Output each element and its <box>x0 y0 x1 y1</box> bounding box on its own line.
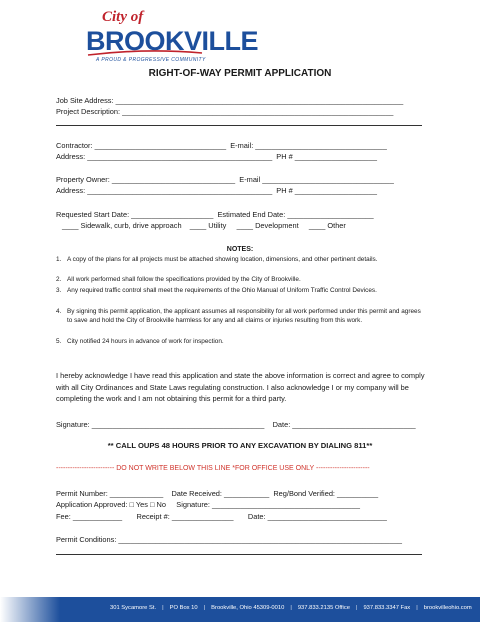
footer-fax: 937.833.3347 Fax <box>363 605 411 611</box>
footer-separator: | <box>355 605 358 611</box>
contractor-field[interactable]: Contractor: ________________________________ E-mail: ________________________________ <box>56 141 387 150</box>
note-item <box>56 276 426 285</box>
permit-conditions-extra-line[interactable] <box>56 554 422 555</box>
footer-city: Brookville, Ohio 45309-0010 <box>211 605 285 611</box>
logo-tagline: A PROUD & PROGRESSIVE COMMUNITY <box>96 57 206 63</box>
city-logo <box>86 8 259 68</box>
footer-separator: | <box>203 605 206 611</box>
note-number: 1. <box>56 256 62 263</box>
project-description-field[interactable]: Project Description: __________________________________________________________________ <box>56 107 394 116</box>
footer-website[interactable]: brookvilleohio.com <box>423 605 472 611</box>
note-text: City notified 24 hours in advance of work for inspection. <box>67 338 224 345</box>
office-use-divider: ------------------------- DO NOT WRITE BELOW THIS LINE *FOR OFFICE USE ONLY ----------------------- <box>56 465 370 472</box>
note-item <box>56 338 426 347</box>
job-site-field[interactable]: Job Site Address: ______________________________________________________________________ <box>56 96 404 105</box>
footer-po-box: PO Box 10 <box>169 605 198 611</box>
project-description-extra-line[interactable] <box>56 125 422 126</box>
note-text: A copy of the plans for all projects must be attached showing location, dimensions, and other pertinent details. <box>67 256 378 263</box>
footer-separator: | <box>162 605 164 611</box>
note-number: 5. <box>56 338 62 345</box>
note-item <box>56 308 426 325</box>
footer-address: 301 Sycamore St. <box>110 605 157 611</box>
footer-contact <box>110 605 472 611</box>
note-number: 4. <box>56 308 62 315</box>
footer-bar <box>0 597 480 622</box>
acknowledgement-text: I hereby acknowledge I have read this application and state the above information is correct and agree to comply with all City Ordinances and State Laws regulating construction. I also acknowledge I or my company will be completing the work and I am not obtaining this permit for a third party. <box>56 371 425 404</box>
note-text: All work performed shall follow the specifications provided by the City of Brookville. <box>67 276 301 283</box>
work-type-options[interactable]: ____ Sidewalk, curb, drive approach ____ Utility ____ Development ____ Other <box>62 221 346 230</box>
note-text: By signing this permit application, the applicant assumes all responsibility for all work performed under this permit and agrees to save and hold the City of Brookville harmless for any and all claims or injuries resulting from this work. <box>67 308 421 324</box>
note-item <box>56 256 426 265</box>
owner-address-field[interactable]: Address: _____________________________________________ PH # ____________________ <box>56 186 377 195</box>
note-number: 2. <box>56 276 62 283</box>
permit-conditions-field[interactable]: Permit Conditions: _____________________________________________________________________ <box>56 535 403 544</box>
footer-fade <box>0 597 60 622</box>
permit-number-field[interactable]: Permit Number: _____________ Date Received: ___________ Reg/Bond Verified: __________ <box>56 489 379 498</box>
property-owner-field[interactable]: Property Owner: ______________________________ E-mail ________________________________ <box>56 175 394 184</box>
fee-receipt-field[interactable]: Fee: ____________ Receipt #: _______________ Date: _____________________________ <box>56 512 387 521</box>
logo-swoosh-icon <box>86 50 204 56</box>
logo-city-of: City of <box>102 9 144 25</box>
note-text: Any required traffic control shall meet the requirements of the Ohio Manual of Uniform Traffic Control Devices. <box>67 287 377 294</box>
signature-date-field[interactable]: Signature: __________________________________________ Date: ______________________________ <box>56 420 416 429</box>
application-approved-field[interactable]: Application Approved: □ Yes □ No Signature: ____________________________________ <box>56 500 360 509</box>
notes-heading: NOTES: <box>226 246 254 253</box>
logo-name: BROOKVILLE <box>86 26 259 56</box>
contractor-address-field[interactable]: Address: _____________________________________________ PH # ____________________ <box>56 152 377 161</box>
footer-separator: | <box>416 605 418 611</box>
dates-field[interactable]: Requested Start Date: ____________________ Estimated End Date: _____________________ <box>56 210 374 219</box>
page-title: RIGHT-OF-WAY PERMIT APPLICATION <box>148 68 332 79</box>
note-number: 3. <box>56 287 62 294</box>
footer-separator: | <box>290 605 292 611</box>
call-ups-notice: ** CALL OUPS 48 HOURS PRIOR TO ANY EXCAVATION BY DIALING 811** <box>107 441 373 450</box>
footer-office-phone: 937.833.2135 Office <box>297 605 350 611</box>
note-item <box>56 287 426 296</box>
